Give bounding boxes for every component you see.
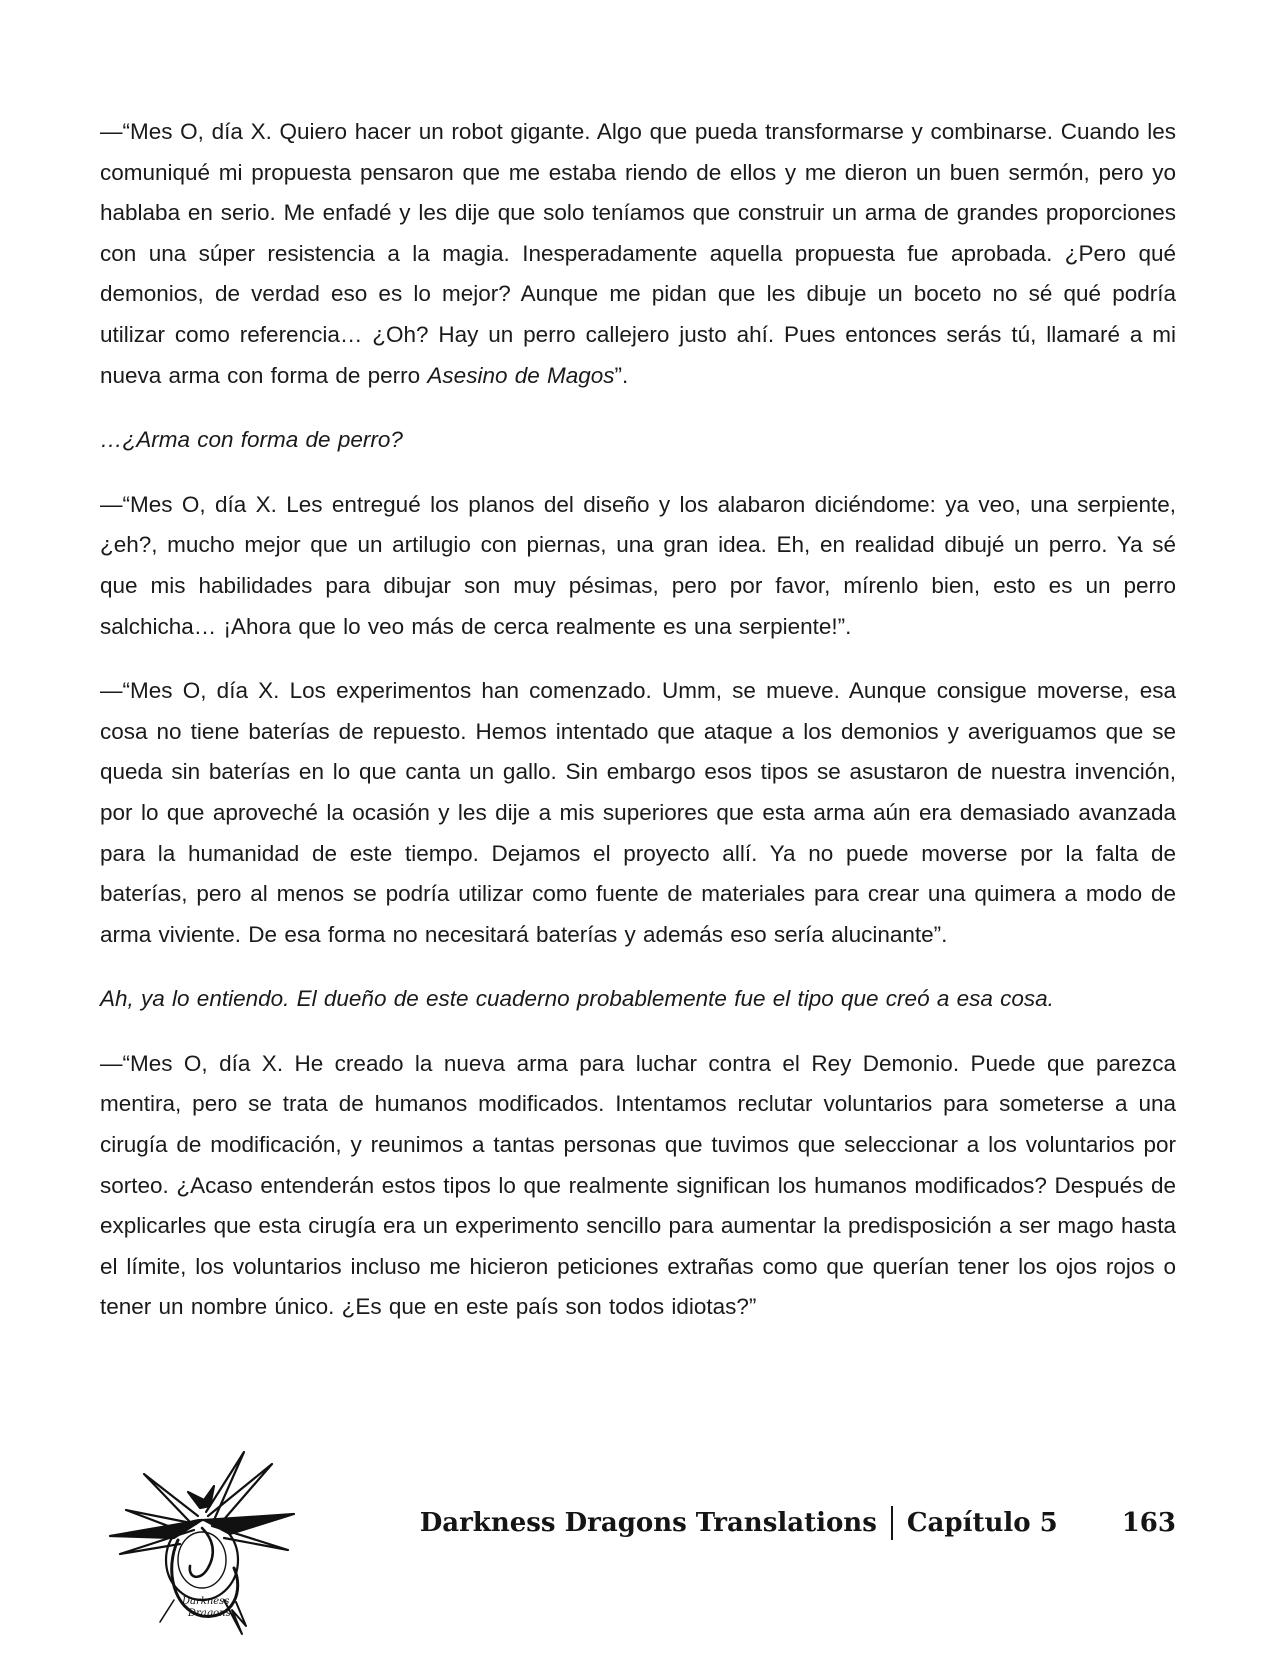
logo-text-line1: Darkness — [182, 1596, 230, 1607]
paragraph-1-text: —“Mes O, día X. Quiero hacer un robot gigante. Algo que pueda transformarse y combinarse. Cuando les comuniqué mi propuesta pensaron que me estaba riendo de ellos y me dieron un buen sermón, pero yo hablaba en serio. Me enfadé y les dije que solo teníamos que construir un arma de grandes proporciones con una súper resistencia a la magia. Inesperadamente aquella propuesta fue aprobada. ¿Pero qué demonios, de verdad eso es lo mejor? Aunque me pidan que les dibuje un boceto no sé qué podría utilizar como referencia… ¿Oh? Hay un perro callejero justo ahí. Pues entonces serás tú, llamaré a mi nueva arma con forma de perro — [100, 119, 1176, 388]
paragraph-3: —“Mes O, día X. Les entregué los planos del diseño y los alabaron diciéndome: ya veo, una serpiente, ¿eh?, mucho mejor que un artilugio con piernas, una gran idea. Eh, en realidad dibujé un perro. Ya sé que mis habilidades para dibujar son muy pésimas, pero por favor, mírenlo bien, esto es un perro salchicha… ¡Ahora que lo veo más de cerca realmente es una serpiente!”. — [100, 491, 1176, 639]
logo-text-line2: Dragons — [188, 1608, 231, 1619]
chapter-body — [100, 112, 1176, 1352]
page-footer — [0, 1450, 1280, 1640]
group-name: Darkness Dragons Translations — [419, 1508, 877, 1538]
footer-separator — [891, 1506, 893, 1540]
page-number: 163 — [1121, 1508, 1176, 1538]
paragraph-4: —“Mes O, día X. Los experimentos han comenzado. Umm, se mueve. Aunque consigue moverse, esa cosa no tiene baterías de repuesto. Hemos intentado que ataque a los demonios y averiguamos que se queda sin baterías en lo que canta un gallo. Sin embargo esos tipos se asustaron de nuestra invención, por lo que aproveché la ocasión y les dije a mis superiores que esta arma aún era demasiado avanzada para la humanidad de este tiempo. Dejamos el proyecto allí. Ya no puede moverse por la falta de baterías, pero al menos se podría utilizar como fuente de materiales para crear una quimera a modo de arma viviente. De esa forma no necesitará baterías y además eso sería alucinante”. — [100, 678, 1176, 947]
paragraph-1-end: ”. — [614, 362, 629, 388]
paragraph-1-emphasis: Asesino de Magos — [427, 362, 615, 388]
chapter-label: Capítulo 5 — [906, 1508, 1058, 1538]
dragon-emblem-icon — [104, 1450, 300, 1640]
paragraph-6: —“Mes O, día X. He creado la nueva arma para luchar contra el Rey Demonio. Puede que parezca mentira, pero se trata de humanos modificados. Intentamos reclutar voluntarios para someterse a una cirugía de modificación, y reunimos a tantas personas que tuvimos que seleccionar a los voluntarios por sorteo. ¿Acaso entenderán estos tipos lo que realmente significan los humanos modificados? Después de explicarles que esta cirugía era un experimento sencillo para aumentar la predisposición a ser mago hasta el límite, los voluntarios incluso me hicieron peticiones extrañas como que querían tener los ojos rojos o tener un nombre único. ¿Es que en este país son todos idiotas?” — [100, 1050, 1176, 1320]
paragraph-2: …¿Arma con forma de perro? — [100, 427, 403, 453]
paragraph-5: Ah, ya lo entiendo. El dueño de este cuaderno probablemente fue el tipo que creó a esa cosa. — [100, 986, 1054, 1012]
paragraph-1 — [100, 112, 1176, 396]
footer-credits — [420, 1506, 1176, 1540]
